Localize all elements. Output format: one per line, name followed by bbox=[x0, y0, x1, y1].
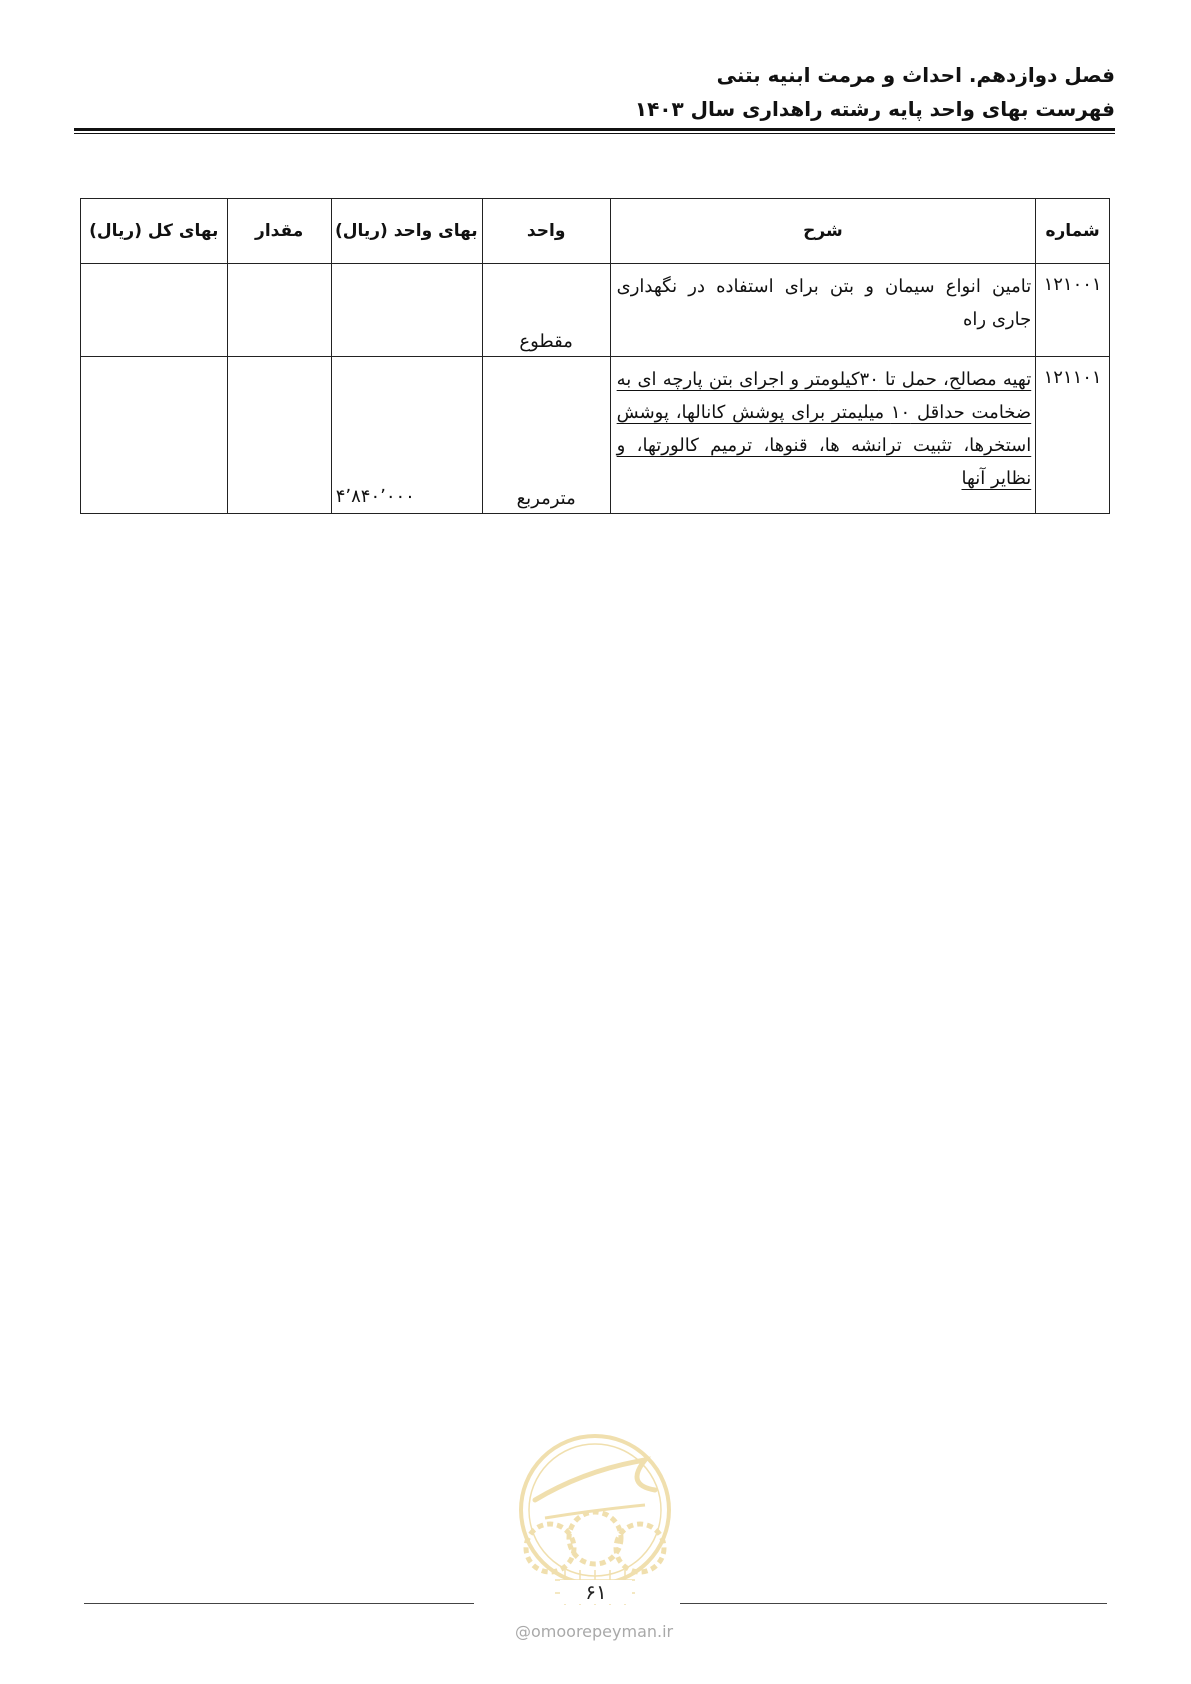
page-number: ۶۱ bbox=[560, 1580, 632, 1604]
col-number-header: شماره bbox=[1036, 199, 1110, 264]
item-description bbox=[610, 357, 1036, 514]
item-unit-price: ۴٬۸۴۰٬۰۰۰ bbox=[331, 357, 482, 514]
item-description-text: تهیه مصالح، حمل تا ۳۰کیلومتر و اجرای بتن پارچه ای به ضخامت حداقل ۱۰ میلیمتر برای پوشش کانالها، پوشش استخرها، تثبیت ترانشه ها، قنوها، ترمیم کالورتها، و نظایر آنها bbox=[616, 369, 1032, 489]
item-quantity bbox=[227, 357, 331, 514]
table-row bbox=[81, 264, 1110, 357]
table-header-row bbox=[81, 199, 1110, 264]
col-description-header: شرح bbox=[610, 199, 1036, 264]
item-number: ۱۲۱۰۰۱ bbox=[1036, 264, 1110, 357]
website-watermark: @omoorepeyman.ir bbox=[515, 1622, 674, 1641]
item-total-price bbox=[81, 264, 228, 357]
page-header bbox=[65, 58, 1115, 126]
col-unit-header: واحد bbox=[482, 199, 610, 264]
price-items-table bbox=[80, 198, 1110, 514]
item-number: ۱۲۱۱۰۱ bbox=[1036, 357, 1110, 514]
item-total-price bbox=[81, 357, 228, 514]
footer-rule-right bbox=[680, 1603, 1107, 1604]
item-unit: مترمربع bbox=[482, 357, 610, 514]
col-quantity-header: مقدار bbox=[227, 199, 331, 264]
col-unit-price-header: بهای واحد (ریال) bbox=[331, 199, 482, 264]
item-unit: مقطوع bbox=[482, 264, 610, 357]
header-rule-thick bbox=[74, 128, 1115, 131]
price-list-title: فهرست بهای واحد پایه رشته راهداری سال ۱۴۰۳ bbox=[634, 97, 1115, 121]
item-unit-price bbox=[331, 264, 482, 357]
chapter-title: فصل دوازدهم. احداث و مرمت ابنیه بتنی bbox=[716, 63, 1115, 87]
item-quantity bbox=[227, 264, 331, 357]
item-description: تامین انواع سیمان و بتن برای استفاده در نگهداری جاری راه bbox=[610, 264, 1036, 357]
footer-rule-left bbox=[84, 1603, 474, 1604]
col-total-price-header: بهای کل (ریال) bbox=[81, 199, 228, 264]
table-row bbox=[81, 357, 1110, 514]
header-rule-thin bbox=[74, 133, 1115, 134]
